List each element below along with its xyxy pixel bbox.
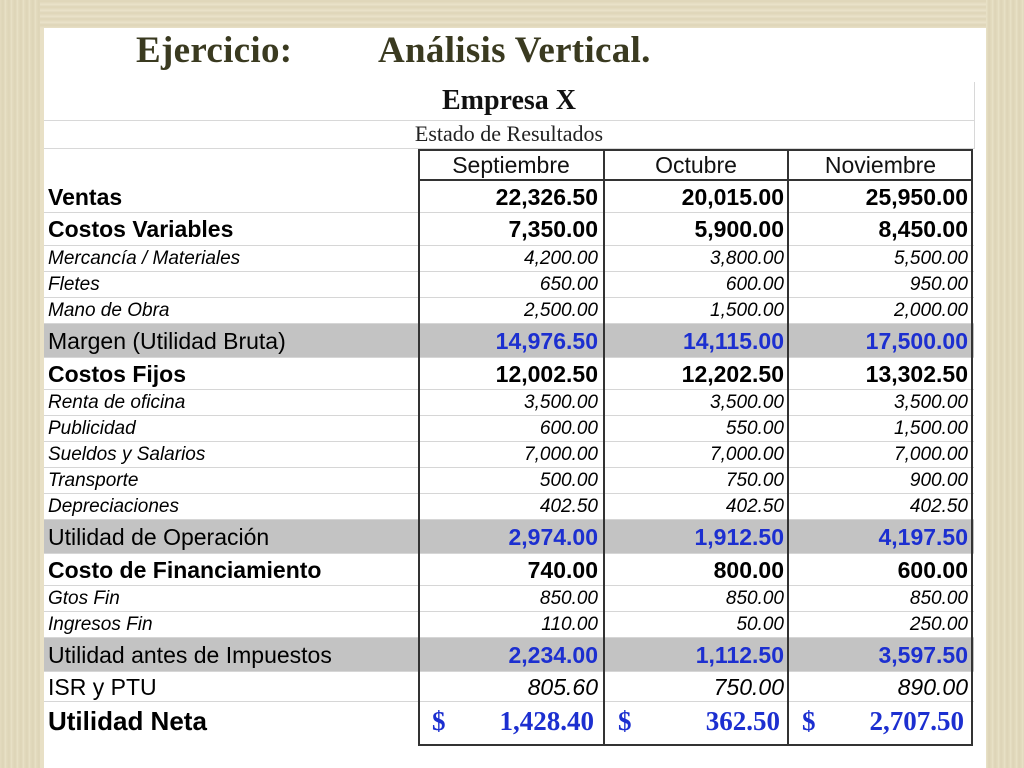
cell-noviembre: 3,597.50 xyxy=(878,642,968,668)
cell-octubre: 1,912.50 xyxy=(694,524,784,550)
column-header-septiembre: Septiembre xyxy=(452,152,570,178)
cell-noviembre: 17,500.00 xyxy=(865,328,968,354)
row-label: Utilidad de Operación xyxy=(48,524,270,550)
cell-septiembre: 402.50 xyxy=(539,496,598,517)
table-row-costo-financiamiento xyxy=(44,554,974,586)
cell-octubre: 12,202.50 xyxy=(681,361,784,387)
cell-octubre: 20,015.00 xyxy=(681,184,784,210)
row-label: Utilidad antes de Impuestos xyxy=(48,642,332,668)
cell-septiembre: 805.60 xyxy=(527,674,598,700)
cell-septiembre: 110.00 xyxy=(541,614,598,635)
column-header-octubre: Octubre xyxy=(655,152,737,178)
cell-noviembre: 4,197.50 xyxy=(878,524,968,550)
table-row-utilidad-antes-impuestos xyxy=(44,638,974,672)
cell-octubre: 850.00 xyxy=(725,588,784,609)
cell-octubre: 550.00 xyxy=(725,418,784,439)
cell-noviembre: 7,000.00 xyxy=(894,444,968,465)
cell-octubre: 7,000.00 xyxy=(710,444,784,465)
row-label: Mercancía / Materiales xyxy=(48,248,241,269)
row-label: Costos Fijos xyxy=(48,361,187,387)
cell-septiembre: 7,350.00 xyxy=(508,216,598,242)
cell-septiembre: 500.00 xyxy=(539,470,598,491)
table-row-ventas xyxy=(44,181,974,213)
row-label: Fletes xyxy=(48,274,100,295)
header-divider xyxy=(418,179,973,181)
cell-noviembre: 890.00 xyxy=(897,674,968,700)
frame-right-border xyxy=(986,0,1024,768)
row-label: Publicidad xyxy=(48,418,136,439)
row-label: Ventas xyxy=(48,184,123,210)
cell-octubre: 5,900.00 xyxy=(694,216,784,242)
cell-septiembre: 22,326.50 xyxy=(495,184,598,210)
currency-symbol: $ xyxy=(432,706,446,736)
income-statement-rows xyxy=(44,181,974,740)
row-label: Utilidad Neta xyxy=(48,706,207,736)
cell-octubre: 1,500.00 xyxy=(710,300,784,321)
row-label: Gtos Fin xyxy=(48,588,120,609)
table-row-transporte xyxy=(44,468,974,494)
title-topic: Análisis Vertical. xyxy=(378,30,651,71)
table-row-mano-de-obra xyxy=(44,298,974,324)
title-label: Ejercicio: xyxy=(136,30,293,71)
cell-septiembre: 2,974.00 xyxy=(508,524,598,550)
cell-noviembre: 850.00 xyxy=(909,588,968,609)
table-row-costos-fijos xyxy=(44,358,974,390)
cell-noviembre: 402.50 xyxy=(909,496,968,517)
table-row-gtos-fin xyxy=(44,586,974,612)
cell-noviembre: 1,500.00 xyxy=(894,418,968,439)
cell-septiembre: 3,500.00 xyxy=(524,392,598,413)
cell-noviembre: 25,950.00 xyxy=(865,184,968,210)
cell-octubre: 600.00 xyxy=(725,274,784,295)
table-row-margen xyxy=(44,324,974,358)
company-name: Empresa X xyxy=(44,82,975,121)
currency-symbol: $ xyxy=(802,706,816,736)
cell-noviembre: 950.00 xyxy=(909,274,968,295)
table-row-depreciaciones xyxy=(44,494,974,520)
statement-name: Estado de Resultados xyxy=(44,120,975,149)
net-amount: 2,707.50 xyxy=(869,706,964,736)
row-label: Ingresos Fin xyxy=(48,614,153,635)
row-label: Mano de Obra xyxy=(48,300,170,321)
table-row-ingresos-fin xyxy=(44,612,974,638)
cell-noviembre: 600.00 xyxy=(897,557,968,583)
cell-septiembre: 4,200.00 xyxy=(524,248,598,269)
cell-noviembre: 8,450.00 xyxy=(878,216,968,242)
cell-noviembre: 13,302.50 xyxy=(865,361,968,387)
row-label: Sueldos y Salarios xyxy=(48,444,206,465)
table-row-utilidad-neta xyxy=(44,702,974,740)
table-row-publicidad xyxy=(44,416,974,442)
row-label: Margen (Utilidad Bruta) xyxy=(48,328,286,354)
table-row-isr-ptu xyxy=(44,672,974,702)
frame-top-border xyxy=(0,0,1024,28)
table-row-renta xyxy=(44,390,974,416)
cell-noviembre: 5,500.00 xyxy=(894,248,968,269)
table-row-fletes xyxy=(44,272,974,298)
row-label: Costos Variables xyxy=(48,216,234,242)
cell-octubre: 3,800.00 xyxy=(710,248,784,269)
cell-septiembre: 600.00 xyxy=(539,418,598,439)
cell-octubre: 14,115.00 xyxy=(682,328,784,354)
cell-septiembre: 12,002.50 xyxy=(495,361,598,387)
table-row-sueldos xyxy=(44,442,974,468)
cell-octubre: 750.00 xyxy=(713,674,784,700)
cell-octubre: 800.00 xyxy=(713,557,784,583)
cell-octubre: 402.50 xyxy=(725,496,784,517)
cell-septiembre: 740.00 xyxy=(527,557,598,583)
cell-noviembre: 250.00 xyxy=(909,614,968,635)
row-label: Transporte xyxy=(48,470,139,491)
cell-septiembre: 650.00 xyxy=(539,274,598,295)
column-header-noviembre: Noviembre xyxy=(824,152,937,178)
cell-septiembre: 14,976.50 xyxy=(495,328,598,354)
cell-noviembre: 900.00 xyxy=(909,470,968,491)
cell-octubre: 3,500.00 xyxy=(710,392,784,413)
row-label: Renta de oficina xyxy=(48,392,186,413)
cell-octubre: 1,112.50 xyxy=(695,642,784,668)
table-row-utilidad-operacion xyxy=(44,520,974,554)
frame-left-border xyxy=(0,0,40,768)
row-label: Depreciaciones xyxy=(48,496,179,517)
cell-septiembre: 2,500.00 xyxy=(524,300,598,321)
spreadsheet-sheet xyxy=(44,28,986,768)
cell-noviembre: 2,000.00 xyxy=(894,300,968,321)
net-amount: 362.50 xyxy=(705,706,780,736)
cell-noviembre: 3,500.00 xyxy=(894,392,968,413)
table-row-mercancia xyxy=(44,246,974,272)
table-row-costos-variables xyxy=(44,213,974,246)
cell-septiembre: 2,234.00 xyxy=(508,642,598,668)
cell-octubre: 750.00 xyxy=(725,470,784,491)
net-amount: 1,428.40 xyxy=(499,706,594,736)
slide-title xyxy=(136,28,651,74)
row-label: ISR y PTU xyxy=(48,674,157,700)
cell-septiembre: 7,000.00 xyxy=(524,444,598,465)
cell-octubre: 50.00 xyxy=(736,614,784,635)
row-label: Costo de Financiamiento xyxy=(48,557,322,583)
currency-symbol: $ xyxy=(618,706,632,736)
cell-septiembre: 850.00 xyxy=(539,588,598,609)
